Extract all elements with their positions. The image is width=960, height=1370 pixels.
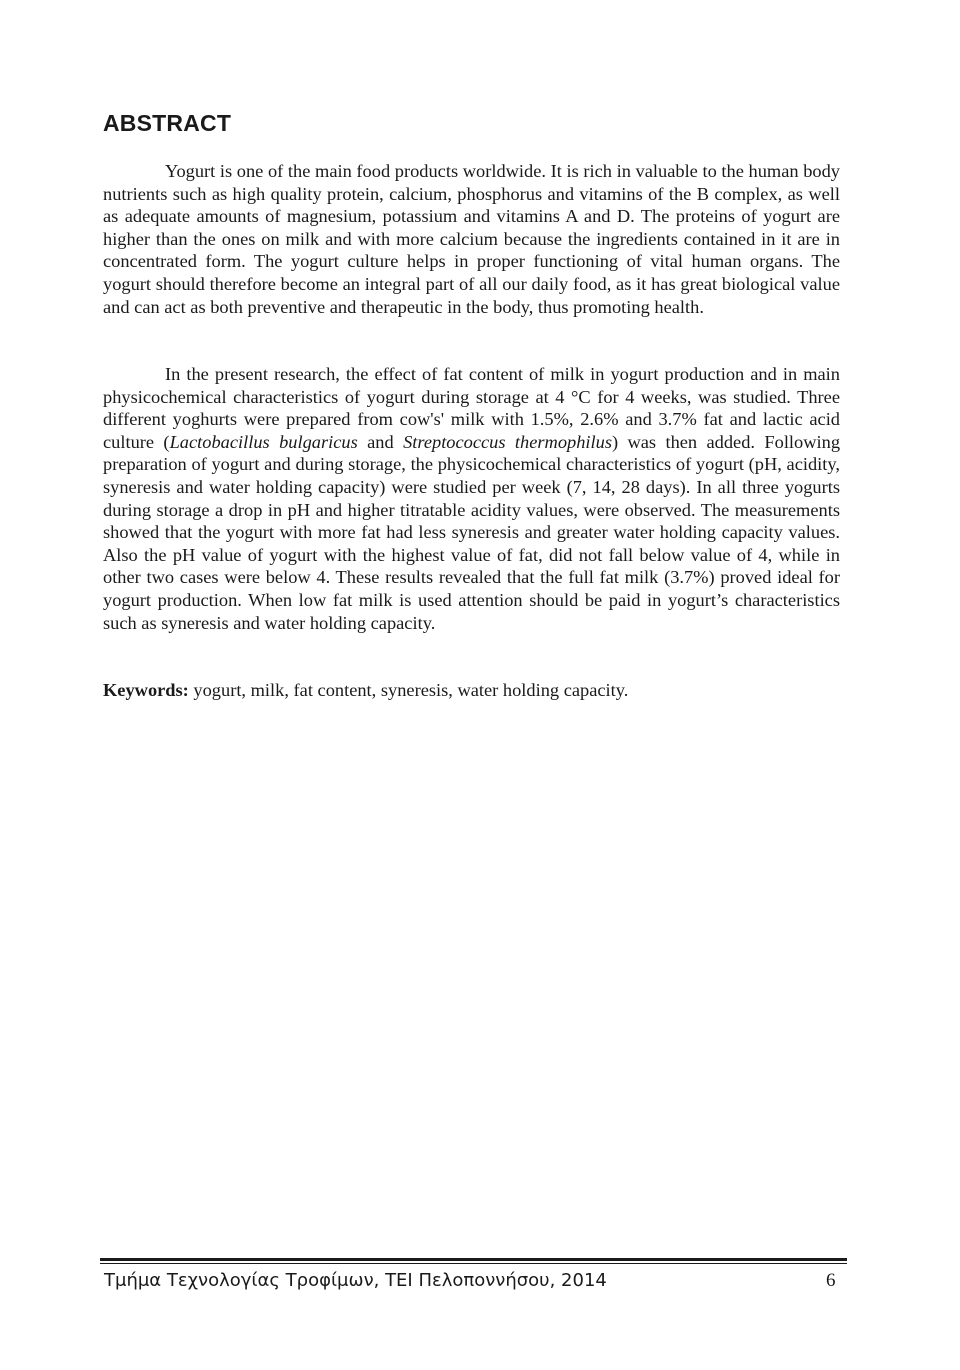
- keywords-line: [103, 679, 840, 702]
- abstract-paragraph-1: Yogurt is one of the main food products worldwide. It is rich in valuable to the human body nutrients such as high quality protein, calcium, phosphorus and vitamins of the B complex, as well as adequate amounts of magnesium, potassium and vitamins A and D. The proteins of yogurt are higher than the ones on milk and with more calcium because the ingredients contained in it are in concentrated form. The yogurt culture helps in proper functioning of vital human organs. The yogurt should therefore become an integral part of all our daily food, as it has great biological value and can act as both preventive and therapeutic in the body, thus promoting health.: [103, 161, 840, 317]
- footer-department-text: Τμήμα Τεχνολογίας Τροφίμων, ΤΕΙ Πελοποννήσου, 2014: [104, 1270, 607, 1291]
- footer-rule-thin: [100, 1263, 847, 1264]
- paragraph-2-text-c: ) was then added. Following preparation of yogurt and during storage, the physicochemical characteristics of yogurt (pH, acidity, syneresis and water holding capacity) were studied per week (7, 14, 28 days). In all three yogurts during storage a drop in pH and higher titratable acidity values, were observed. The measurements showed that the yogurt with more fat had less syneresis and greater water holding capacity values. Also the pH value of yogurt with the highest value of fat, did not fall below value of 4, while in other two cases were below 4. These results revealed that the full fat milk (3.7%) proved ideal for yogurt production. When low fat milk is used attention should be paid in yogurt’s characteristics such as syneresis and water holding capacity.: [103, 431, 841, 633]
- keywords-value: yogurt, milk, fat content, syneresis, water holding capacity.: [188, 680, 629, 700]
- abstract-paragraph-2: [103, 363, 840, 634]
- page-number: 6: [826, 1270, 836, 1291]
- abstract-heading: ABSTRACT: [103, 110, 232, 136]
- species-name-streptococcus: Streptococcus thermophilus: [403, 431, 612, 452]
- paragraph-2-text-a: In the present research, the effect of fat content of milk in yogurt production and in main physicochemical characteristics of yogurt during storage at 4 °C for 4 weeks, was studied. Three different yoghurts were prepared from cow's' milk with 1.5%, 2.6% and 3.7% fat and lactic acid culture (: [103, 364, 840, 452]
- species-name-lactobacillus: Lactobacillus bulgaricus: [169, 431, 358, 452]
- paragraph-2-text-b: and: [357, 431, 404, 452]
- keywords-label: Keywords:: [103, 680, 189, 700]
- footer-rule-thick: [100, 1258, 847, 1261]
